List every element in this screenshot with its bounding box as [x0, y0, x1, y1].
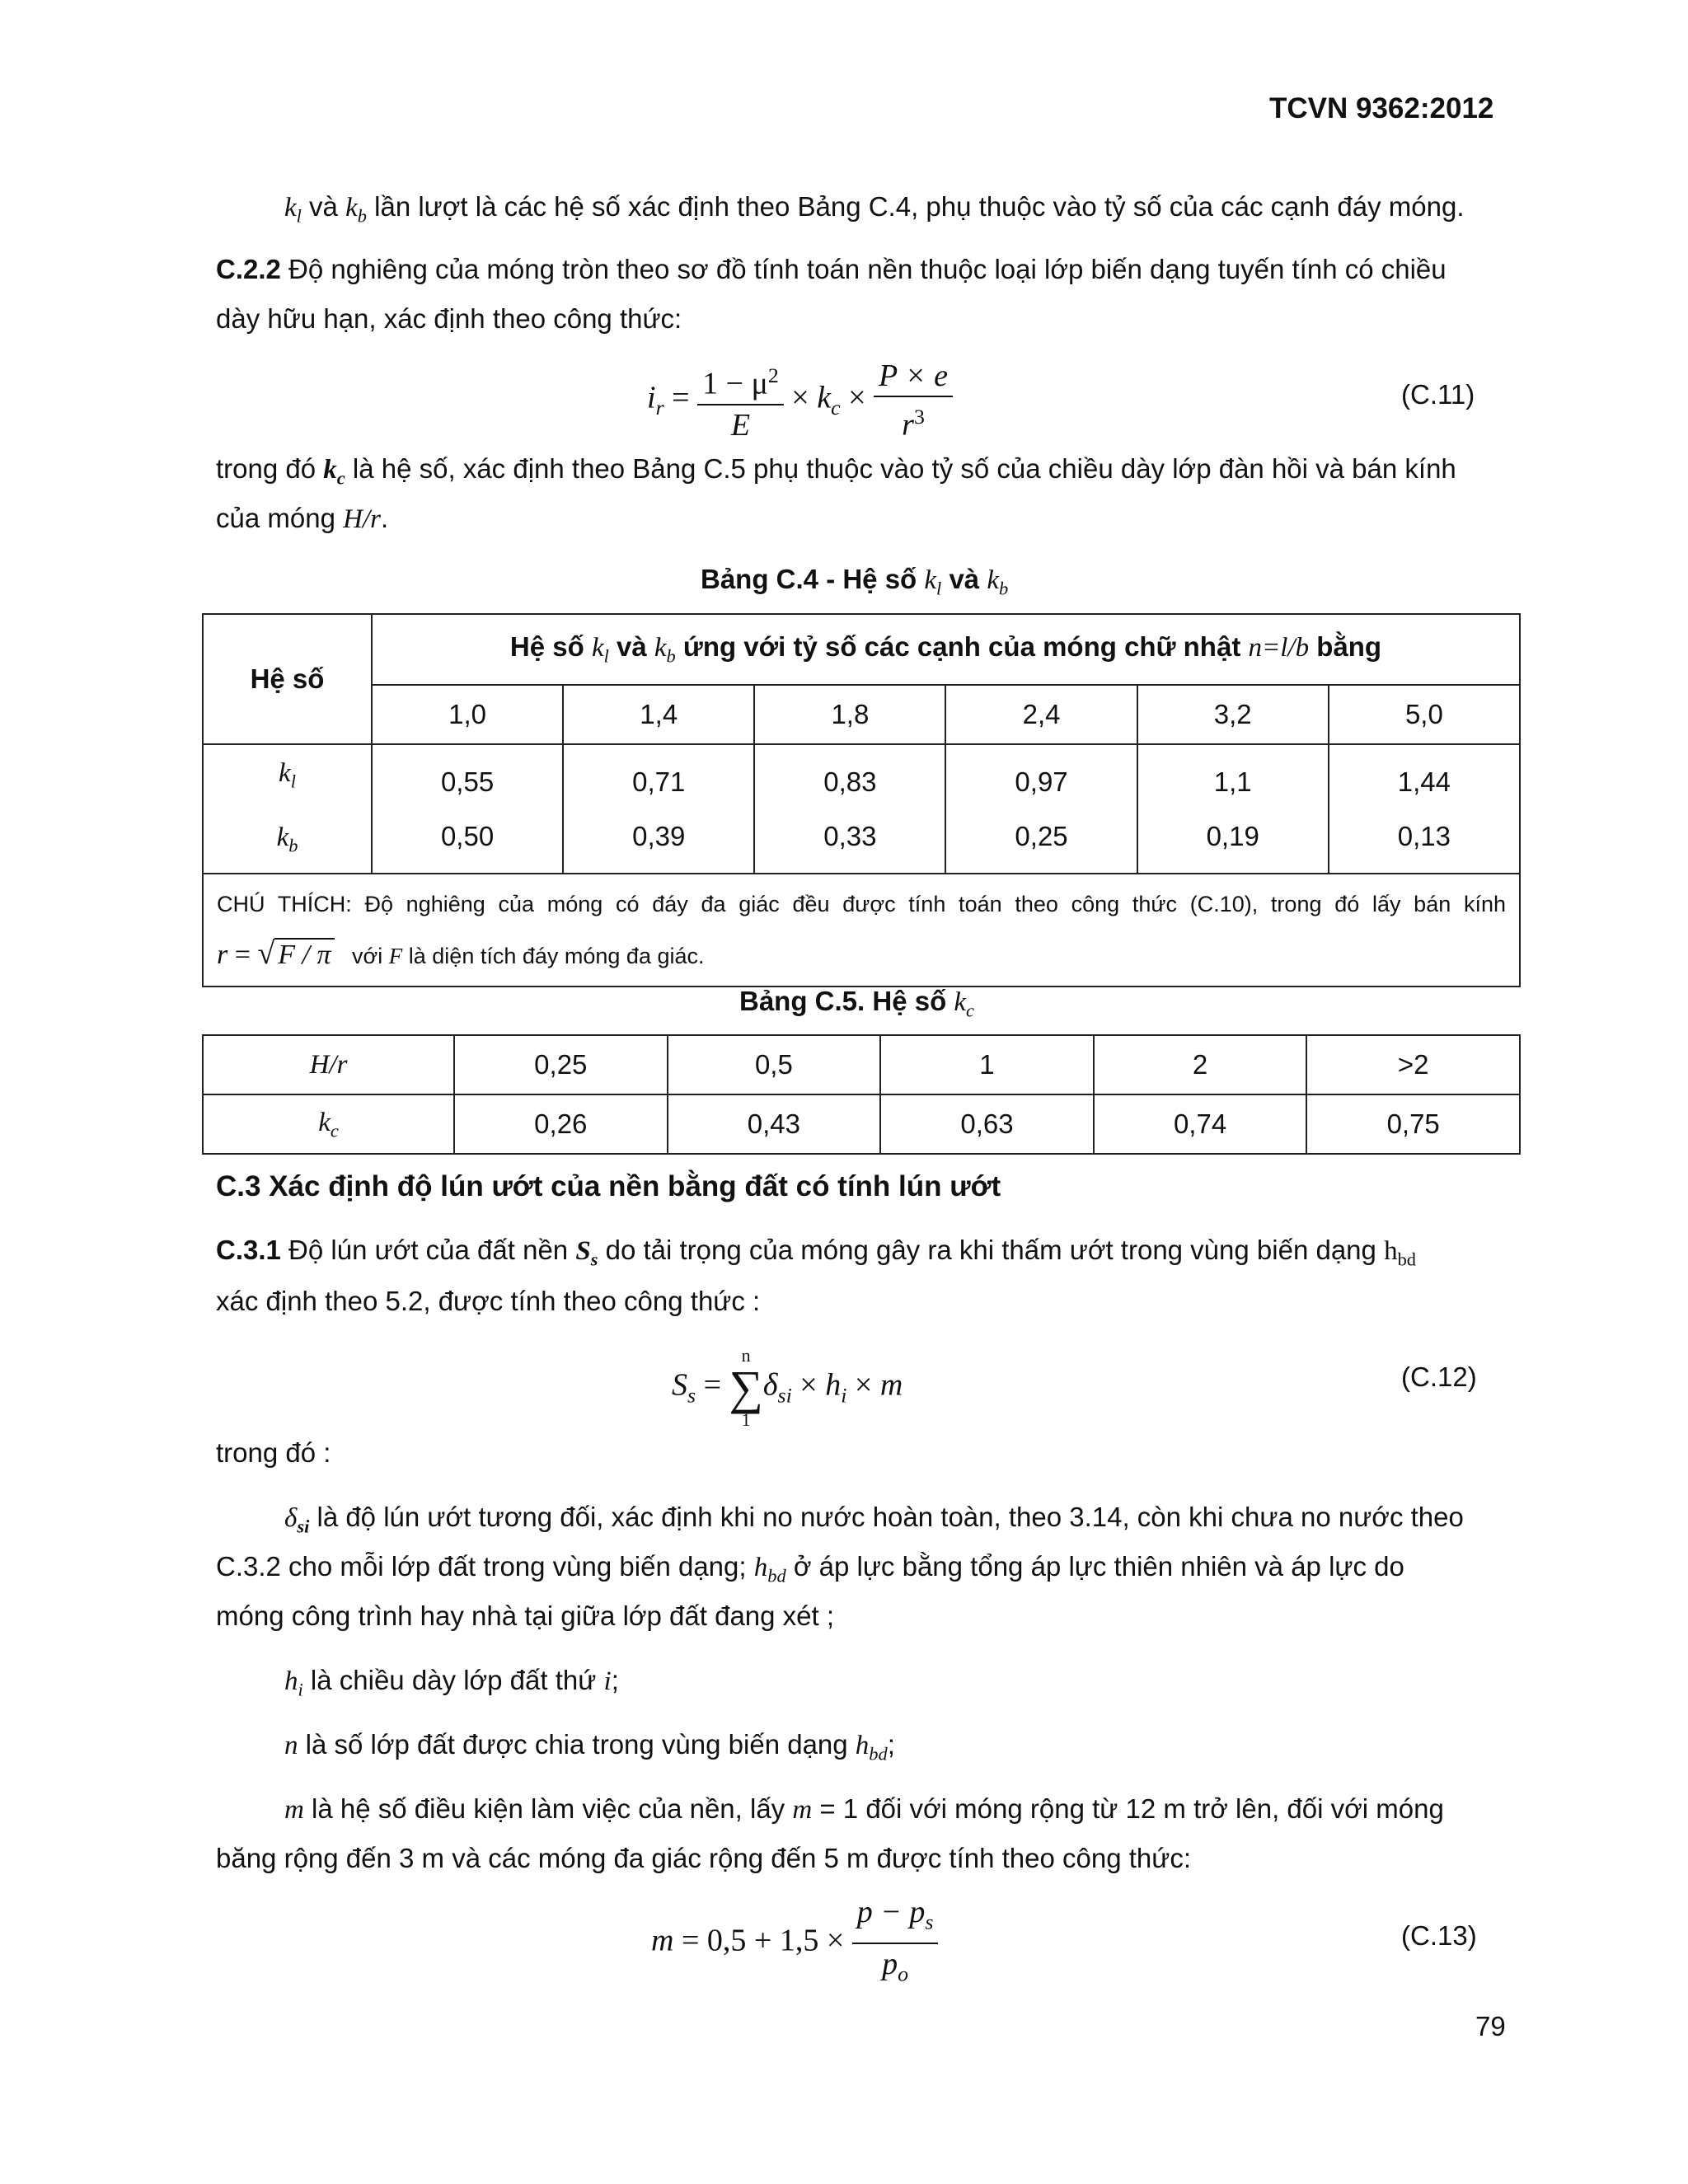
- table-c5-cell: 0,26: [454, 1094, 668, 1154]
- equation-number-c12: (C.12): [1401, 1361, 1477, 1392]
- table-c4-ratio: 1,8: [754, 685, 945, 744]
- formula-c11: $i_r$ = $\frac{1 - \mu^2}{E}$ × $k_c$ × $\frac{P \times e}{r^3}$: [647, 356, 953, 445]
- section-c22-line2: dày hữu hạn, xác định theo công thức:: [216, 303, 682, 334]
- definition-m-line1: m là hệ số điều kiện làm việc của nền, lấy m = 1 đối với móng rộng từ 12 m trở lên, đối với móng: [284, 1793, 1444, 1825]
- definition-delta-line1: $\delta_{si}$ là độ lún ướt tương đối, xác định khi no nước hoàn toàn, theo 3.14, còn khi chưa no nước theo: [284, 1502, 1464, 1537]
- table-c4-caption: Bảng C.4 - Hệ số $k_l$ và $k_b$: [701, 564, 1009, 599]
- section-c3-heading: C.3 Xác định độ lún ướt của nền bằng đất có tính lún ướt: [216, 1170, 1001, 1202]
- sigma-icon: n ∑ 1: [729, 1345, 763, 1430]
- equation-number-c13: (C.13): [1401, 1920, 1477, 1951]
- table-c5-row-label: H/r: [203, 1035, 454, 1094]
- table-c4-values: 1,1 0,19: [1137, 744, 1329, 874]
- table-c5-row-label: $k_c$: [203, 1094, 454, 1154]
- section-c22-line1: C.2.2 Độ nghiêng của móng tròn theo sơ đồ tính toán nền thuộc loại lớp biến dạng tuyến tính có chiều: [216, 254, 1447, 284]
- table-c4: [202, 613, 1521, 987]
- table-c4-ratio: 5,0: [1329, 685, 1520, 744]
- table-c5-cell: 0,25: [454, 1035, 668, 1094]
- table-c5-cell: 2: [1094, 1035, 1307, 1094]
- paragraph-where: trong đó :: [216, 1437, 331, 1468]
- formula-c12: $S_s$ = n ∑ 1 $\delta_{si} \times h_i \times m$: [672, 1345, 903, 1430]
- table-c5-cell: 0,63: [880, 1094, 1094, 1154]
- equation-number-c11: (C.11): [1401, 379, 1475, 410]
- table-c4-values: 1,44 0,13: [1329, 744, 1520, 874]
- table-c5-cell: 0,43: [668, 1094, 881, 1154]
- table-c4-note: CHÚ THÍCH: Độ nghiêng của móng có đáy đa giác đều được tính toán theo công thức (C.10), trong đó lấy bán kính r = √ F / π với F là diện tích đáy móng đa giác.: [203, 874, 1520, 987]
- table-c4-header: Hệ số $k_l$ và $k_b$ ứng với tỷ số các cạnh của móng chữ nhật n=l/b bằng: [372, 614, 1520, 685]
- table-c4-ratio: 1,4: [563, 685, 754, 744]
- table-c4-row-labels: $k_l$ $k_b$: [203, 744, 372, 874]
- definition-n: n là số lớp đất được chia trong vùng biến dạng $h_{bd}$;: [284, 1729, 895, 1765]
- table-c4-values: 0,83 0,33: [754, 744, 945, 874]
- document-code: TCVN 9362:2012: [1269, 92, 1494, 124]
- table-c5-cell: >2: [1306, 1035, 1520, 1094]
- section-c31-line1: C.3.1 Độ lún ướt của đất nền $S_s$ do tải trọng của móng gây ra khi thấm ướt trong vùng biến dạng $h_{bd}$: [216, 1235, 1416, 1270]
- table-c5-cell: 0,5: [668, 1035, 881, 1094]
- section-c31-line2: xác định theo 5.2, được tính theo công thức :: [216, 1286, 761, 1316]
- definition-delta-line2: C.3.2 cho mỗi lớp đất trong vùng biến dạng; $h_{bd}$ ở áp lực bằng tổng áp lực thiên nhiên và áp lực do: [216, 1551, 1404, 1586]
- definition-m-line2: băng rộng đến 3 m và các móng đa giác rộng đến 5 m được tính theo công thức:: [216, 1843, 1192, 1873]
- table-c5-cell: 0,75: [1306, 1094, 1520, 1154]
- table-c4-ratio: 1,0: [372, 685, 563, 744]
- table-c5-cell: 0,74: [1094, 1094, 1307, 1154]
- table-c5-caption: Bảng C.5. Hệ số $k_c$: [739, 986, 975, 1021]
- paragraph-kc-line2: của móng H/r.: [216, 503, 389, 534]
- definition-delta-line3: móng công trình hay nhà tại giữa lớp đất đang xét ;: [216, 1601, 835, 1631]
- table-c5-cell: 1: [880, 1035, 1094, 1094]
- table-c4-values: 0,71 0,39: [563, 744, 754, 874]
- definition-hi: $h_i$ là chiều dày lớp đất thứ i;: [284, 1665, 619, 1700]
- table-c4-values: 0,55 0,50: [372, 744, 563, 874]
- formula-c13: m = 0,5 + 1,5 × $\frac{p - p_s}{p_o}$: [651, 1892, 938, 1994]
- table-c4-stub: Hệ số: [203, 614, 372, 744]
- paragraph-k-coefficients: $k_l$ và $k_b$ lần lượt là các hệ số xác định theo Bảng C.4, phụ thuộc vào tỷ số của các cạnh đáy móng.: [284, 191, 1465, 227]
- page-number: 79: [1475, 2011, 1506, 2041]
- table-c5: [202, 1034, 1521, 1155]
- table-c4-ratio: 2,4: [945, 685, 1137, 744]
- paragraph-kc-line1: trong đó $k_c$ là hệ số, xác định theo Bảng C.5 phụ thuộc vào tỷ số của chiều dày lớp đàn hồi và bán kính: [216, 453, 1456, 489]
- table-c4-values: 0,97 0,25: [945, 744, 1137, 874]
- table-c4-ratio: 3,2: [1137, 685, 1329, 744]
